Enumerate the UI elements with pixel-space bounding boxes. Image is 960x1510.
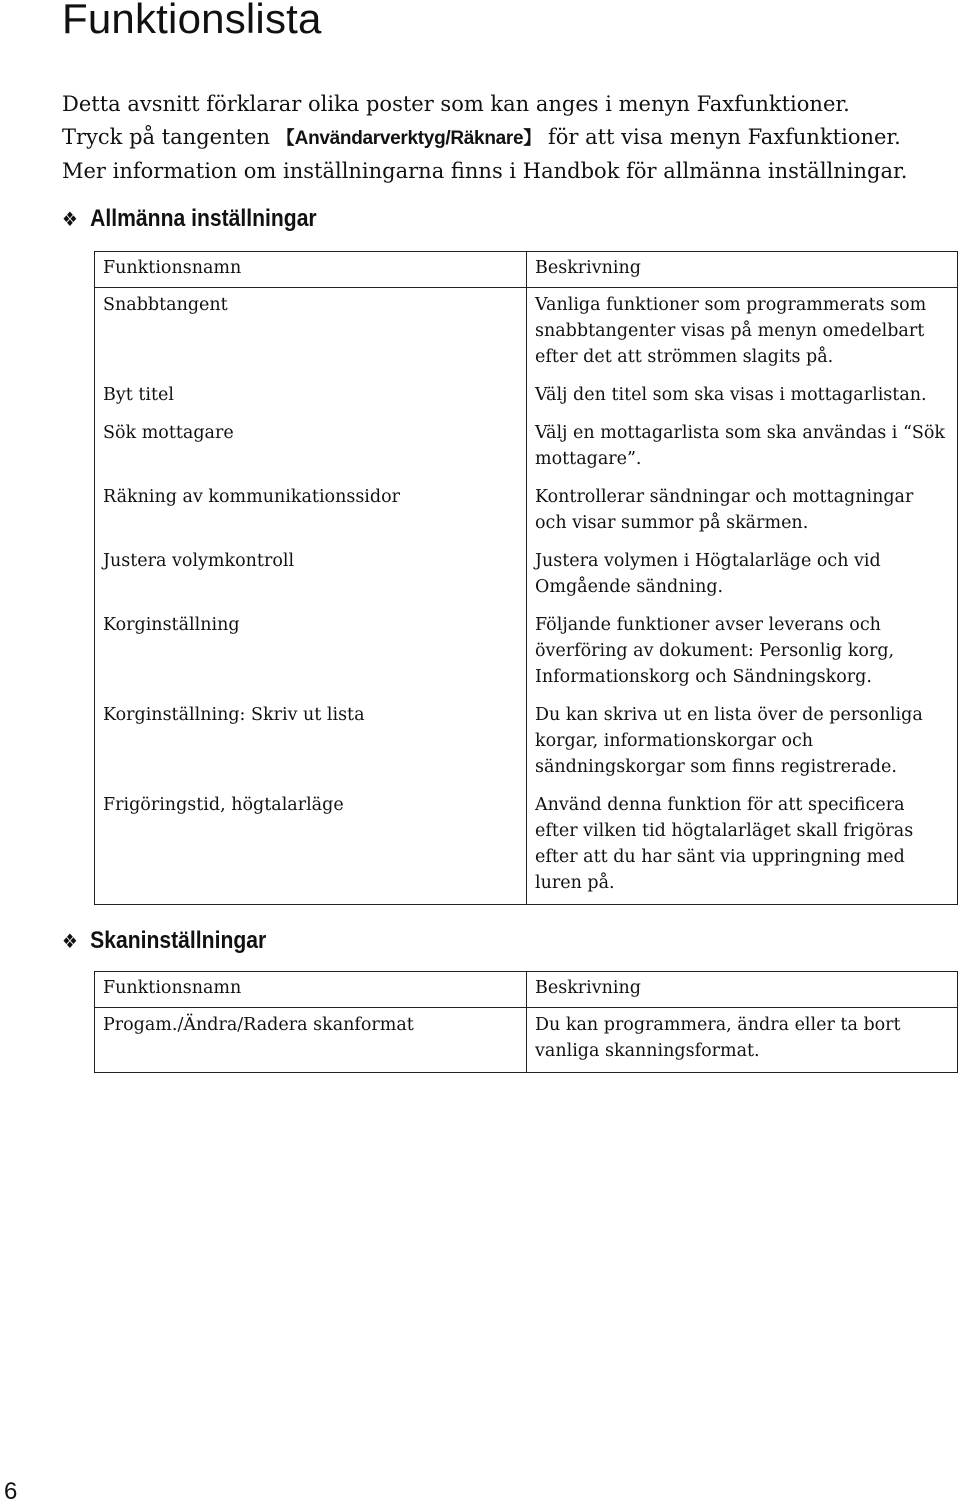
table-header-row: [95, 972, 958, 1008]
intro-text: [62, 88, 942, 188]
function-description: Du kan skriva ut en lista över de personliga korgar, informationskorgar och sändningskorgar som finns registrerade.: [527, 698, 958, 788]
table-row: [95, 378, 958, 416]
function-description: Justera volymen i Högtalarläge och vid Omgående sändning.: [527, 544, 958, 608]
table-row: [95, 480, 958, 544]
function-name: Snabbtangent: [95, 288, 527, 379]
function-description: Välj den titel som ska visas i mottagarlistan.: [527, 378, 958, 416]
section-heading-text: Skaninställningar: [90, 927, 267, 954]
intro-line-2-before: Tryck på tangenten: [62, 125, 277, 149]
section-heading-text: Allmänna inställningar: [90, 205, 317, 232]
section-heading-skan: [62, 926, 266, 956]
table-row: [95, 1008, 958, 1073]
function-table-allmanna: [94, 251, 958, 905]
function-name: Sök mottagare: [95, 416, 527, 480]
table-row: [95, 698, 958, 788]
function-table-skan: [94, 971, 958, 1073]
table-row: [95, 608, 958, 698]
function-name: Justera volymkontroll: [95, 544, 527, 608]
function-description: Vanliga funktioner som programmerats som snabbtangenter visas på menyn omedelbart efter det att strömmen slagits på.: [527, 288, 958, 379]
column-header-description: Beskrivning: [527, 972, 958, 1008]
table-row: [95, 416, 958, 480]
intro-line-2-after: för att visa menyn Faxfunktioner.: [541, 125, 901, 149]
page-number: 6: [4, 1478, 18, 1505]
function-name: Frigöringstid, högtalarläge: [95, 788, 527, 905]
table-row: [95, 288, 958, 379]
function-description: Du kan programmera, ändra eller ta bort vanliga skanningsformat.: [527, 1008, 958, 1073]
diamond-bullet-icon: ❖: [62, 207, 78, 231]
key-bracket-close: 】: [523, 128, 542, 149]
key-bracket-open: 【: [276, 128, 295, 149]
intro-line-3: Mer information om inställningarna finns i Handbok för allmänna inställningar.: [62, 159, 908, 183]
intro-line-2: [62, 121, 942, 155]
diamond-bullet-icon: ❖: [62, 929, 78, 953]
intro-line-1: Detta avsnitt förklarar olika poster som kan anges i menyn Faxfunktioner.: [62, 92, 850, 116]
table-row: [95, 544, 958, 608]
key-name: Användarverktyg/Räknare: [294, 128, 524, 149]
function-description: Kontrollerar sändningar och mottagningar och visar summor på skärmen.: [527, 480, 958, 544]
table-row: [95, 788, 958, 905]
page-title: Funktionslista: [62, 0, 322, 42]
function-name: Progam./Ändra/Radera skanformat: [95, 1008, 527, 1073]
function-name: Korginställning: Skriv ut lista: [95, 698, 527, 788]
function-name: Byt titel: [95, 378, 527, 416]
function-description: Följande funktioner avser leverans och överföring av dokument: Personlig korg, Informationskorg och Sändningskorg.: [527, 608, 958, 698]
column-header-name: Funktionsnamn: [95, 252, 527, 288]
function-description: Använd denna funktion för att specificera efter vilken tid högtalarläget skall frigöras efter att du har sänt via uppringning med luren på.: [527, 788, 958, 905]
function-description: Välj en mottagarlista som ska användas i “Sök mottagare”.: [527, 416, 958, 480]
column-header-description: Beskrivning: [527, 252, 958, 288]
section-heading-allmanna: [62, 204, 317, 234]
function-name: Korginställning: [95, 608, 527, 698]
table-header-row: [95, 252, 958, 288]
function-name: Räkning av kommunikationssidor: [95, 480, 527, 544]
column-header-name: Funktionsnamn: [95, 972, 527, 1008]
